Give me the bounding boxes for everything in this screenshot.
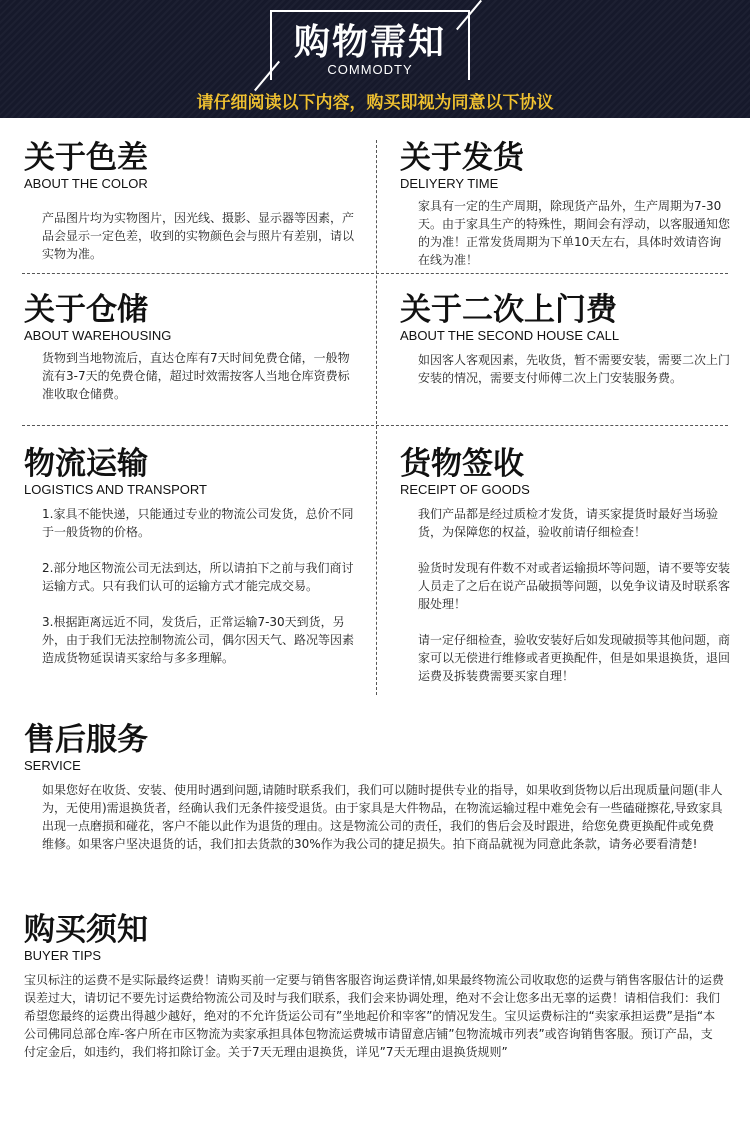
- section-logistics: [24, 446, 354, 667]
- section-subtitle: LOGISTICS AND TRANSPORT: [24, 482, 208, 497]
- header-banner: [0, 0, 750, 118]
- section-title: 物流运输: [24, 446, 148, 482]
- section-text: 如因客人客观因素，先收货，暂不需要安装，需要二次上门安装的情况，需要支付师傅二次上门安装服务费。: [418, 353, 731, 385]
- row-divider: [22, 273, 728, 274]
- section-title: 关于发货: [400, 140, 524, 176]
- agreement-notice: 请仔细阅读以下内容，购买即视为同意以下协议: [196, 93, 554, 113]
- section-body: [418, 505, 730, 685]
- section-subtitle: SERVICE: [24, 758, 81, 773]
- section-subtitle: ABOUT THE SECOND HOUSE CALL: [400, 328, 620, 343]
- row-divider: [22, 425, 728, 426]
- column-divider: [376, 140, 377, 695]
- section-subtitle: BUYER TIPS: [24, 948, 102, 963]
- section-paragraph: 1.家具不能快递，只能通过专业的物流公司发货，总价不同于一般货物的价格。: [42, 507, 354, 539]
- section-subtitle: RECEIPT OF GOODS: [400, 482, 530, 497]
- section-paragraph: 验货时发现有件数不对或者运输损坏等问题，请不要等安装人员走了之后在说产品破损等问题，以免争议请及时联系客服处理！: [418, 561, 731, 611]
- section-text: 产品图片均为实物图片，因光线、摄影、显示器等因素，产品会显示一定色差，收到的实物颜色会与照片有差别，请以实物为准。: [42, 211, 355, 261]
- section-title: 关于色差: [24, 140, 148, 176]
- section-body: [24, 971, 724, 1061]
- section-text: 货物到当地物流后，直达仓库有7天时间免费仓储，一般物流有3-7天的免费仓储，超过时效需按客人当地仓库资费标准收取仓储费。: [42, 351, 350, 401]
- section-receipt: [400, 446, 730, 685]
- section-body: [42, 781, 724, 853]
- page-title: 购物需知: [293, 21, 446, 63]
- section-buyer-tips: [24, 912, 724, 1061]
- section-delivery: [400, 140, 730, 269]
- section-body: [42, 349, 354, 403]
- section-paragraph: 2.部分地区物流公司无法到达，所以请拍下之前与我们商讨运输方式。只有我们认可的运输方式才能完成交易。: [42, 561, 354, 593]
- section-title: 购买须知: [24, 912, 148, 948]
- section-text: 家具有一定的生产周期，除现货产品外，生产周期为7-30天。由于家具生产的特殊性，期间会有浮动，以客服通知您的为准！正常发货周期为下单10天左右，具体时效请咨询在线为准！: [418, 199, 731, 267]
- section-subtitle: ABOUT THE COLOR: [24, 176, 148, 191]
- page-subtitle: COMMODTY: [327, 62, 413, 77]
- section-title: 关于仓储: [24, 292, 148, 328]
- section-color: [24, 140, 354, 263]
- section-warehousing: [24, 292, 354, 403]
- section-body: [42, 505, 354, 667]
- section-body: [418, 197, 730, 269]
- section-body: [42, 209, 354, 263]
- section-subtitle: ABOUT WAREHOUSING: [24, 328, 172, 343]
- section-second-call: [400, 292, 730, 387]
- section-text: 如果您好在收货、安装、使用时遇到问题,请随时联系我们，我们可以随时提供专业的指导，如果收到货物以后出现质量问题(非人为，无使用)需退换货者，经确认我们无条件接受退货。由于家具是大件物品，在物流运输过程中难免会有一些磕碰擦花,导致家具出现一点磨损和碰花，客户不能以此作为退货的理由。这是物流公司的责任，我们的售后会及时跟进，给您免费更换配件或免费维修。如果客户坚决退货的话，我们扣去货款的30%作为我公司的捷足损失。拍下商品就视为同意此条款，请务必要看清楚!: [42, 783, 723, 851]
- section-paragraph: 3.根据距离远近不同，发货后，正常运输7-30天到货，另外，由于我们无法控制物流公司，偶尔因天气、路况等因素造成货物延误请买家给与多多理解。: [42, 615, 355, 665]
- section-text: 宝贝标注的运费不是实际最终运费！请购买前一定要与销售客服咨询运费详情,如果最终物流公司收取您的运费与销售客服估计的运费误差过大，请切记不要先讨运费给物流公司及时与我们联系，我们会来协调处理，绝对不会让您多出无辜的运费！请相信我们：我们希望您最终的运费出得越少越好，绝对的不允许货运公司有”坐地起价和宰客”的情况发生。宝贝运费标注的“卖家承担运费”是指“本公司佛同总部仓库-客户所在市区物流为卖家承担具体包物流运费城市请留意店铺”包物流城市列表”或咨询销售客服。预订产品，支付定金后，如违约，我们将扣除订金。关于7天无理由退换货，详见”7天无理由退换货规则”: [24, 973, 724, 1059]
- section-paragraph: 请一定仔细检查，验收安装好后如发现破损等其他问题，商家可以无偿进行维修或者更换配件，但是如果退换货，退回运费及拆装费需要买家自理！: [418, 633, 731, 683]
- section-service: [24, 722, 724, 853]
- section-title: 货物签收: [400, 446, 524, 482]
- section-body: [418, 351, 730, 387]
- section-title: 售后服务: [24, 722, 148, 758]
- section-title: 关于二次上门费: [400, 292, 617, 328]
- section-paragraph: 我们产品都是经过质检才发货，请买家提货时最好当场验货，为保障您的权益，验收前请仔细检查！: [418, 507, 719, 539]
- section-subtitle: DELIYERY TIME: [400, 176, 499, 191]
